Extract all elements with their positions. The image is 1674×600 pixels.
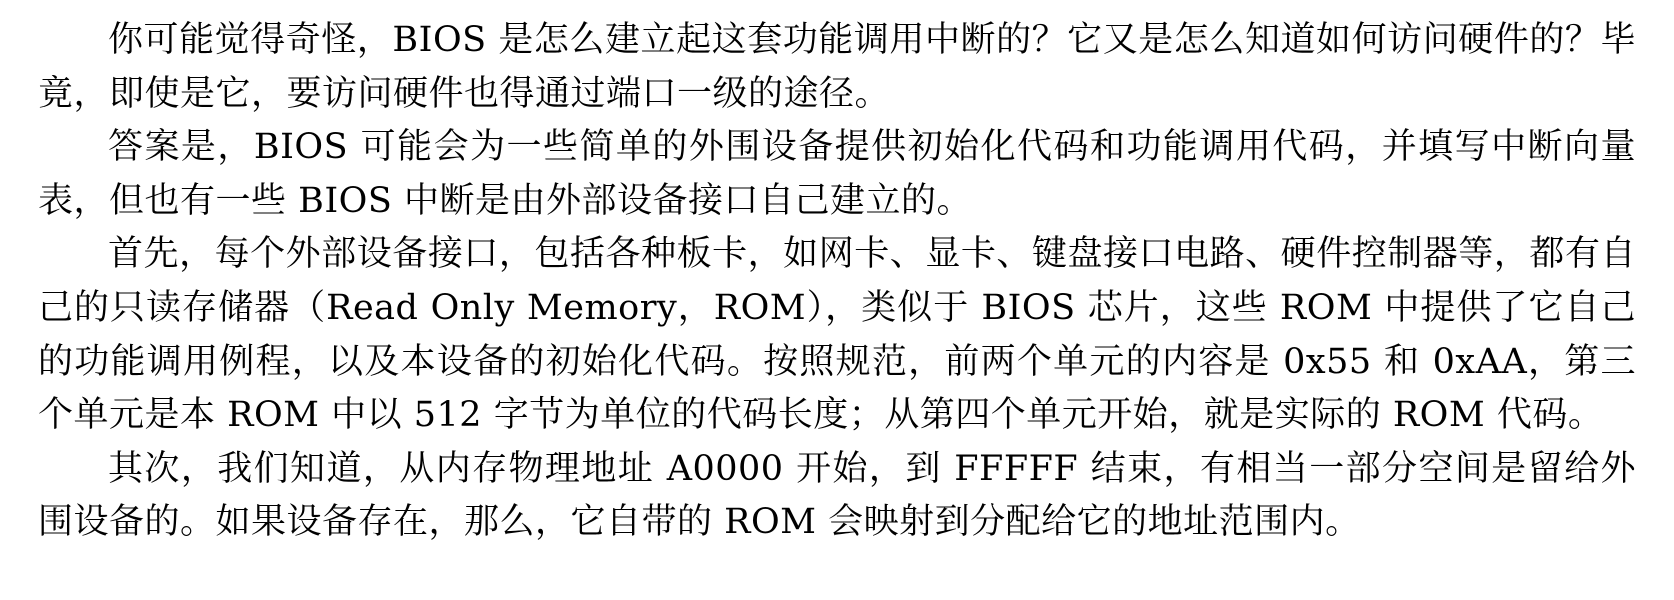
paragraph-memory-mapping: 其次，我们知道，从内存物理地址 A0000 开始，到 FFFFF 结束，有相当一部分空间是留给外围设备的。如果设备存在，那么，它自带的 ROM 会映射到分配给它的地址范围内。 [38, 448, 1636, 543]
paragraph-bios-interrupt-question: 你可能觉得奇怪，BIOS 是怎么建立起这套功能调用中断的？它又是怎么知道如何访问硬件的？毕竟，即使是它，要访问硬件也得通过端口一级的途径。 [38, 20, 1636, 114]
paragraph-answer: 答案是，BIOS 可能会为一些简单的外围设备提供初始化代码和功能调用代码，并填写中断向量表，但也有一些 BIOS 中断是由外部设备接口自己建立的。 [38, 127, 1636, 221]
paragraph-device-rom: 首先，每个外部设备接口，包括各种板卡，如网卡、显卡、键盘接口电路、硬件控制器等，都有自己的只读存储器（Read Only Memory，ROM），类似于 BIOS 芯片，这些 ROM 中提供了它自己的功能调用例程，以及本设备的初始化代码。按照规范，前两个单元的内容是 0x55 和 0xAA，第三个单元是本 ROM 中以 512 字节为单位的代码长度；从第四个单元开始，就是实际的 ROM 代码。 [38, 234, 1636, 436]
